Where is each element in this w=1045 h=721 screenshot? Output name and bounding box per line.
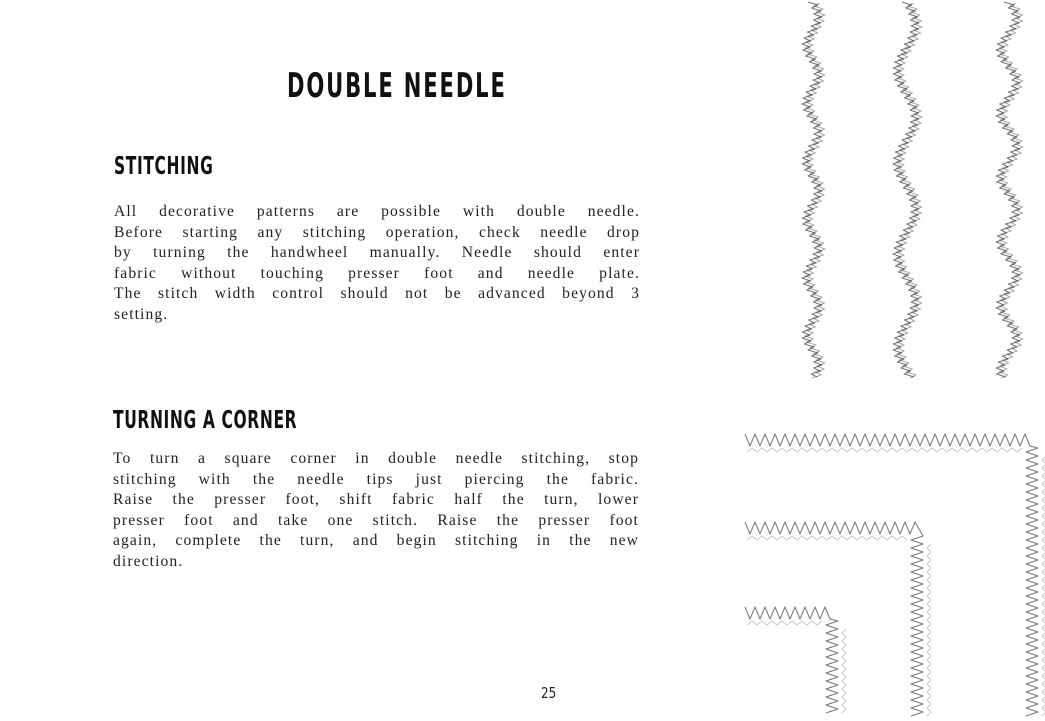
corner-inner-second-needle — [747, 621, 822, 625]
paragraph-line: direction. — [113, 552, 184, 570]
corner-outer-second-needle — [747, 448, 1022, 452]
corner-outer — [745, 434, 1038, 716]
zigzag-column-right — [996, 2, 1020, 377]
paragraph-line: again, complete the turn, and begin stitching in the new — [113, 532, 639, 550]
zigzag-column-right-second-needle — [999, 3, 1023, 378]
stitching-heading: STITCHING — [114, 151, 214, 180]
corner-middle — [745, 522, 923, 716]
corner-middle-second-needle-vertical — [927, 544, 931, 716]
paragraph-line: by turning the handwheel manually. Needle should enter — [114, 244, 640, 262]
paragraph-line: presser foot and take one stitch. Raise the presser foot — [113, 511, 639, 529]
paragraph-line: All decorative patterns are possible with double needle. — [114, 203, 640, 220]
corner-middle-second-needle — [747, 536, 907, 540]
paragraph-line: fabric without touching presser foot and needle plate. — [114, 264, 640, 282]
paragraph-line: The stitch width control should not be advanced beyond 3 — [114, 285, 640, 303]
paragraph-line: setting. — [114, 305, 169, 323]
page-title: DOUBLE NEEDLE — [287, 66, 507, 106]
paragraph-line: Raise the presser foot, shift fabric half the turn, lower — [113, 491, 639, 509]
page-number: 25 — [541, 684, 557, 702]
corner-heading: TURNING A CORNER — [113, 405, 298, 434]
paragraph-line: stitching with the needle tips just piercing the fabric. — [113, 470, 639, 488]
corner-inner-second-needle-vertical — [842, 629, 846, 713]
paragraph-line: Before starting any stitching operation, check needle drop — [114, 223, 640, 241]
paragraph-line: To turn a square corner in double needle stitching, stop — [113, 450, 639, 467]
